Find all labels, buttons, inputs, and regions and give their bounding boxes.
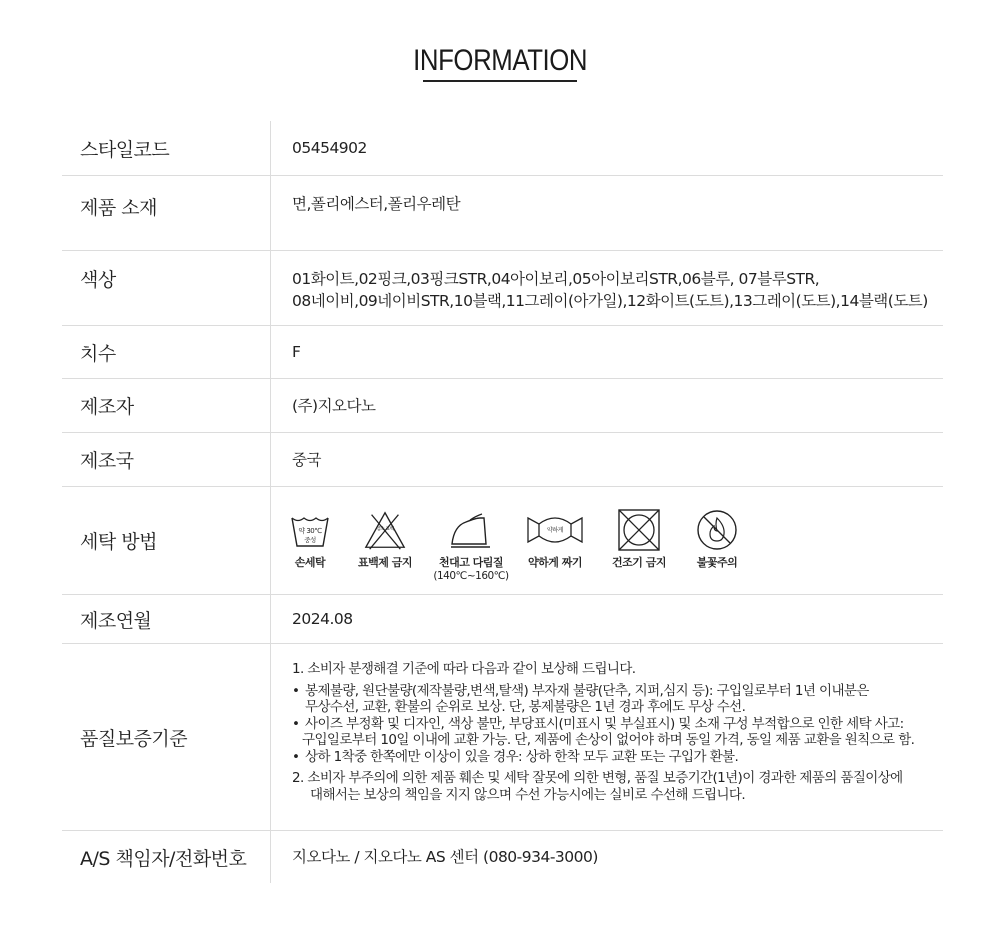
care-item-no-tumble-dry <box>607 507 671 570</box>
color-line-1: 01화이트,02핑크,03핑크STR,04아이보리,05아이보리STR,06블루, 07블루STR, <box>292 270 820 288</box>
care-item-fire-caution <box>689 507 745 570</box>
no-bleach-inner-text: 염소 표백 <box>376 527 394 532</box>
warranty-item-1: 1. 소비자 분쟁해결 기준에 따라 다음과 같이 보상해 드립니다. <box>292 661 636 677</box>
row-style-code <box>62 121 943 176</box>
color-label: 색상 <box>62 251 271 325</box>
washing-icons <box>271 487 943 594</box>
washing-label: 세탁 방법 <box>62 487 271 594</box>
material-value: 면,폴리에스터,폴리우레탄 <box>292 195 461 213</box>
color-line-2: 08네이비,09네이비STR,10블랙,11그레이(아가일),12화이트(도트),13그레이(도트),14블랙(도트) <box>292 292 928 310</box>
as-value: 지오다노 / 지오다노 AS 센터 (080-934-3000) <box>292 848 598 866</box>
size-value: F <box>292 343 301 361</box>
no-bleach-label: 표백제 금지 <box>358 556 412 569</box>
care-item-iron <box>431 507 511 583</box>
row-size <box>62 326 943 379</box>
maker-label: 제조자 <box>62 379 271 432</box>
maker-value: (주)지오다노 <box>292 396 376 415</box>
page-title: INFORMATION <box>413 44 587 77</box>
gentle-wring-icon <box>525 507 585 553</box>
warranty-text <box>271 644 943 830</box>
hand-wash-icon <box>287 507 333 553</box>
gentle-wring-label: 약하게 짜기 <box>528 556 582 569</box>
page-header <box>0 44 1000 82</box>
hand-wash-temp-text: 약 30℃ <box>298 527 322 535</box>
row-date <box>62 595 943 644</box>
warranty-label: 품질보증기준 <box>62 644 271 830</box>
country-label: 제조국 <box>62 433 271 486</box>
warranty-bullet-1-cont: 무상수선, 교환, 환불의 순위로 보상. 단, 봉제불량은 1년 경과 후에도 무상 수선. <box>305 699 746 715</box>
warranty-item-2-cont: 대해서는 보상의 책임을 지지 않으며 수선 가능시에는 실비로 수선해 드립니다. <box>310 786 746 803</box>
date-label: 제조연월 <box>62 595 271 643</box>
style-code-value: 05454902 <box>292 139 367 157</box>
row-washing <box>62 487 943 595</box>
iron-label: 천대고 다림질 <box>438 556 504 569</box>
hand-wash-label: 손세탁 <box>294 556 326 569</box>
no-tumble-dry-label: 건조기 금지 <box>612 556 666 569</box>
fire-caution-label: 불꽃주의 <box>696 556 738 569</box>
warranty-bullet-1: • 봉제불량, 원단불량(제작불량,변색,탈색) 부자재 불량(단추, 지퍼,심지 등): 구입일로부터 1년 이내분은 <box>292 683 943 700</box>
row-material <box>62 176 943 251</box>
style-code-label: 스타일코드 <box>62 121 271 175</box>
date-value: 2024.08 <box>292 610 353 628</box>
fire-caution-icon <box>694 507 740 553</box>
title-underline <box>423 80 577 82</box>
warranty-bullet-2: • 사이즈 부정확 및 디자인, 색상 불만, 부당표시(미표시 및 부실표시) 및 소재 구성 부적합으로 인한 세탁 사고: <box>292 716 943 733</box>
no-bleach-icon <box>362 507 408 553</box>
row-as <box>62 831 943 883</box>
row-maker <box>62 379 943 433</box>
size-label: 치수 <box>62 326 271 378</box>
row-color <box>62 251 943 326</box>
warranty-bullet-2-cont: 구입일로부터 10일 이내에 교환 가능. 단, 제품에 손상이 없어야 하며 동일 가격, 동일 제품 교환을 원칙으로 함. <box>302 732 915 748</box>
information-table <box>62 121 943 883</box>
warranty-bullet-3: • 상하 1착중 한쪽에만 이상이 있을 경우: 상하 한착 모두 교환 또는 구입가 환불. <box>292 749 943 766</box>
no-tumble-dry-icon <box>616 507 662 553</box>
iron-temp-sub: (140℃~160℃) <box>433 570 509 582</box>
care-item-hand-wash <box>287 507 333 570</box>
as-label: A/S 책임자/전화번호 <box>62 831 271 883</box>
hand-wash-neutral-text: 중성 <box>304 536 316 544</box>
gentle-wring-inner-text: 약하게 <box>547 527 563 534</box>
warranty-item-2: 2. 소비자 부주의에 의한 제품 훼손 및 세탁 잘못에 의한 변형, 품질 보증기간(1년)이 경과한 제품의 품질이상에 <box>292 770 903 786</box>
care-item-gentle-wring <box>523 507 587 570</box>
color-value <box>271 251 943 325</box>
care-item-no-bleach <box>353 507 417 570</box>
material-label: 제품 소재 <box>62 176 271 250</box>
iron-icon <box>448 507 494 553</box>
row-warranty <box>62 644 943 831</box>
row-country <box>62 433 943 487</box>
country-value: 중국 <box>292 450 321 469</box>
